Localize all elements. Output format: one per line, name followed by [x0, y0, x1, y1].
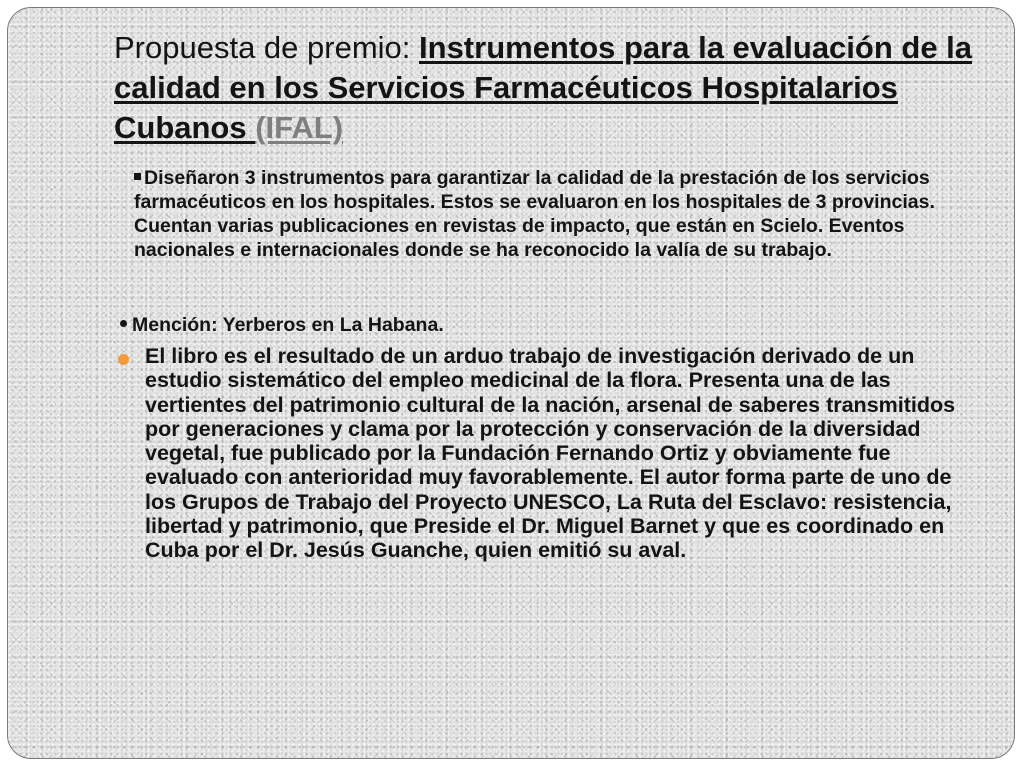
instruments-paragraph: [134, 166, 964, 262]
book-bullet: [118, 344, 968, 563]
mention-text: Mención: Yerberos en La Habana.: [132, 314, 444, 336]
round-bullet-icon: [120, 320, 127, 327]
instruments-text: Diseñaron 3 instrumentos para garantizar la calidad de la prestación de los servicios farmacéuticos en los hospitales. Estos se evaluaron en los hospitales de 3 provincias. Cuentan varias publicaciones en revistas de impacto, que están en Scielo. Eventos nacionales e internacionales donde se ha reconocido la valía de su trabajo.: [134, 167, 935, 261]
book-paragraph: El libro es el resultado de un arduo trabajo de investigación derivado de un estudio sistemático del empleo medicinal de la flora. Presenta una de las vertientes del patrimonio cultural de la nación, arsenal de saberes transmitidos por generaciones y clama por la protección y conservación de la diversidad vegetal, fue publicado por la Fundación Fernando Ortiz y obviamente fue evaluado con anterioridad muy favorablemente. El autor forma parte de uno de los Grupos de Trabajo del Proyecto UNESCO, La Ruta del Esclavo: resistencia, libertad y patrimonio, que Preside el Dr. Miguel Barnet y que es coordinado en Cuba por el Dr. Jesús Guanche, quien emitió su aval.: [145, 344, 956, 563]
title-acronym: (IFAL): [255, 110, 344, 145]
slide-title: [114, 28, 974, 148]
orange-bullet-icon: [118, 354, 129, 365]
title-main: Instrumentos para la evaluación de la calidad en los Servicios Farmacéuticos Hospitalarios Cubanos: [114, 30, 973, 145]
mention-line: [120, 313, 444, 337]
slide: [7, 7, 1015, 759]
square-bullet-icon: [134, 173, 141, 180]
title-lead: Propuesta de premio:: [114, 30, 420, 65]
